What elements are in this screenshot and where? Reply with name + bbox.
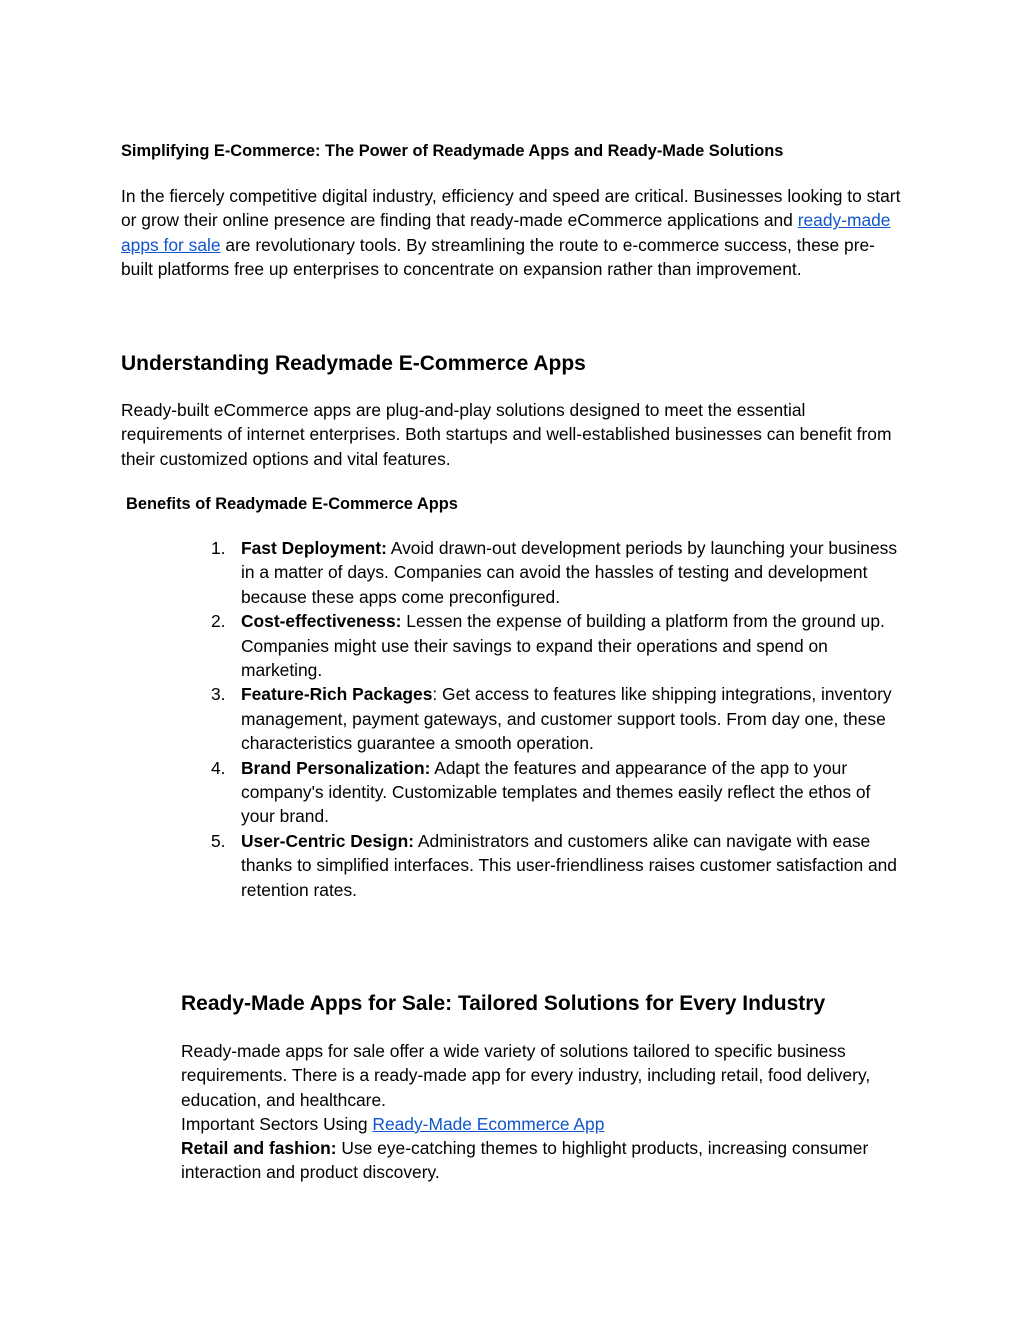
benefits-list <box>203 536 903 902</box>
ready-made-ecommerce-app-link[interactable]: Ready-Made Ecommerce App <box>372 1114 605 1134</box>
benefit-item-user-centric-design <box>203 829 903 902</box>
section-understanding-body: Ready-built eCommerce apps are plug-and-play solutions designed to meet the essential requirements of internet enterprises. Both startups and well-established businesses can benefit from their customized options and vital features. <box>121 400 892 469</box>
benefit-term: Cost-effectiveness: <box>241 611 402 632</box>
benefit-item-fast-deployment <box>203 536 903 609</box>
intro-paragraph <box>121 184 901 282</box>
list-number: 1. <box>211 538 226 558</box>
benefit-term: Brand Personalization: <box>241 757 431 778</box>
benefit-text: Avoid drawn-out development periods by launching your business in a matter of days. Companies can avoid the hassles of testing and development because these apps come preconfigured. <box>241 538 898 607</box>
sectors-line <box>181 1112 901 1136</box>
section-ready-made-body: Ready-made apps for sale offer a wide variety of solutions tailored to specific business requirements. There is a ready-made app for every industry, including retail, food delivery, education, and healthcare. <box>181 1041 871 1110</box>
benefit-item-cost-effectiveness <box>203 609 903 682</box>
benefit-text: Lessen the expense of building a platform from the ground up. Companies might use their savings to expand their operations and spend on marketing. <box>241 611 885 681</box>
document-title: Simplifying E-Commerce: The Power of Readymade Apps and Ready-Made Solutions <box>121 142 784 160</box>
benefit-term: Fast Deployment: <box>241 538 387 558</box>
sectors-prefix: Important Sectors Using <box>181 1114 368 1134</box>
retail-text: Use eye-catching themes to highlight products, increasing consumer interaction and product discovery. <box>181 1138 869 1183</box>
benefit-text: : Get access to features like shipping integrations, inventory management, payment gateways, and customer support tools. From day one, these characteristics guarantee a smooth operation. <box>241 684 892 754</box>
benefit-term: Feature-Rich Packages <box>241 684 433 705</box>
list-number: 5. <box>211 830 226 851</box>
ready-made-apps-for-sale-link[interactable]: ready-made apps for sale <box>121 210 891 255</box>
section-heading-ready-made-apps: Ready-Made Apps for Sale: Tailored Solutions for Every Industry <box>181 992 826 1015</box>
benefit-item-brand-personalization <box>203 756 903 829</box>
benefit-item-feature-rich-packages <box>203 682 903 755</box>
list-number: 4. <box>211 757 226 778</box>
benefit-text: Adapt the features and appearance of the app to your company's identity. Customizable templates and themes easily reflect the ethos of your brand. <box>241 757 871 827</box>
intro-lead-text: In the fiercely competitive digital industry, efficiency and speed are critical. Businesses looking to start or grow their online presence are finding that ready-made eCommerce applications and <box>121 186 901 231</box>
retail-term: Retail and fashion: <box>181 1138 337 1158</box>
benefits-heading: Benefits of Readymade E-Commerce Apps <box>126 495 458 513</box>
section-heading-understanding: Understanding Readymade E-Commerce Apps <box>121 352 586 375</box>
intro-tail-text: are revolutionary tools. By streamlining the route to e-commerce success, these pre-built platforms free up enterprises to concentrate on expansion rather than improvement. <box>121 234 875 280</box>
benefit-text: Administrators and customers alike can navigate with ease thanks to simplified interfaces. This user-friendliness raises customer satisfaction and retention rates. <box>241 830 897 900</box>
list-number: 2. <box>211 611 226 632</box>
benefit-term: User-Centric Design: <box>241 830 414 851</box>
retail-fashion-paragraph <box>181 1136 901 1185</box>
list-number: 3. <box>211 684 226 705</box>
